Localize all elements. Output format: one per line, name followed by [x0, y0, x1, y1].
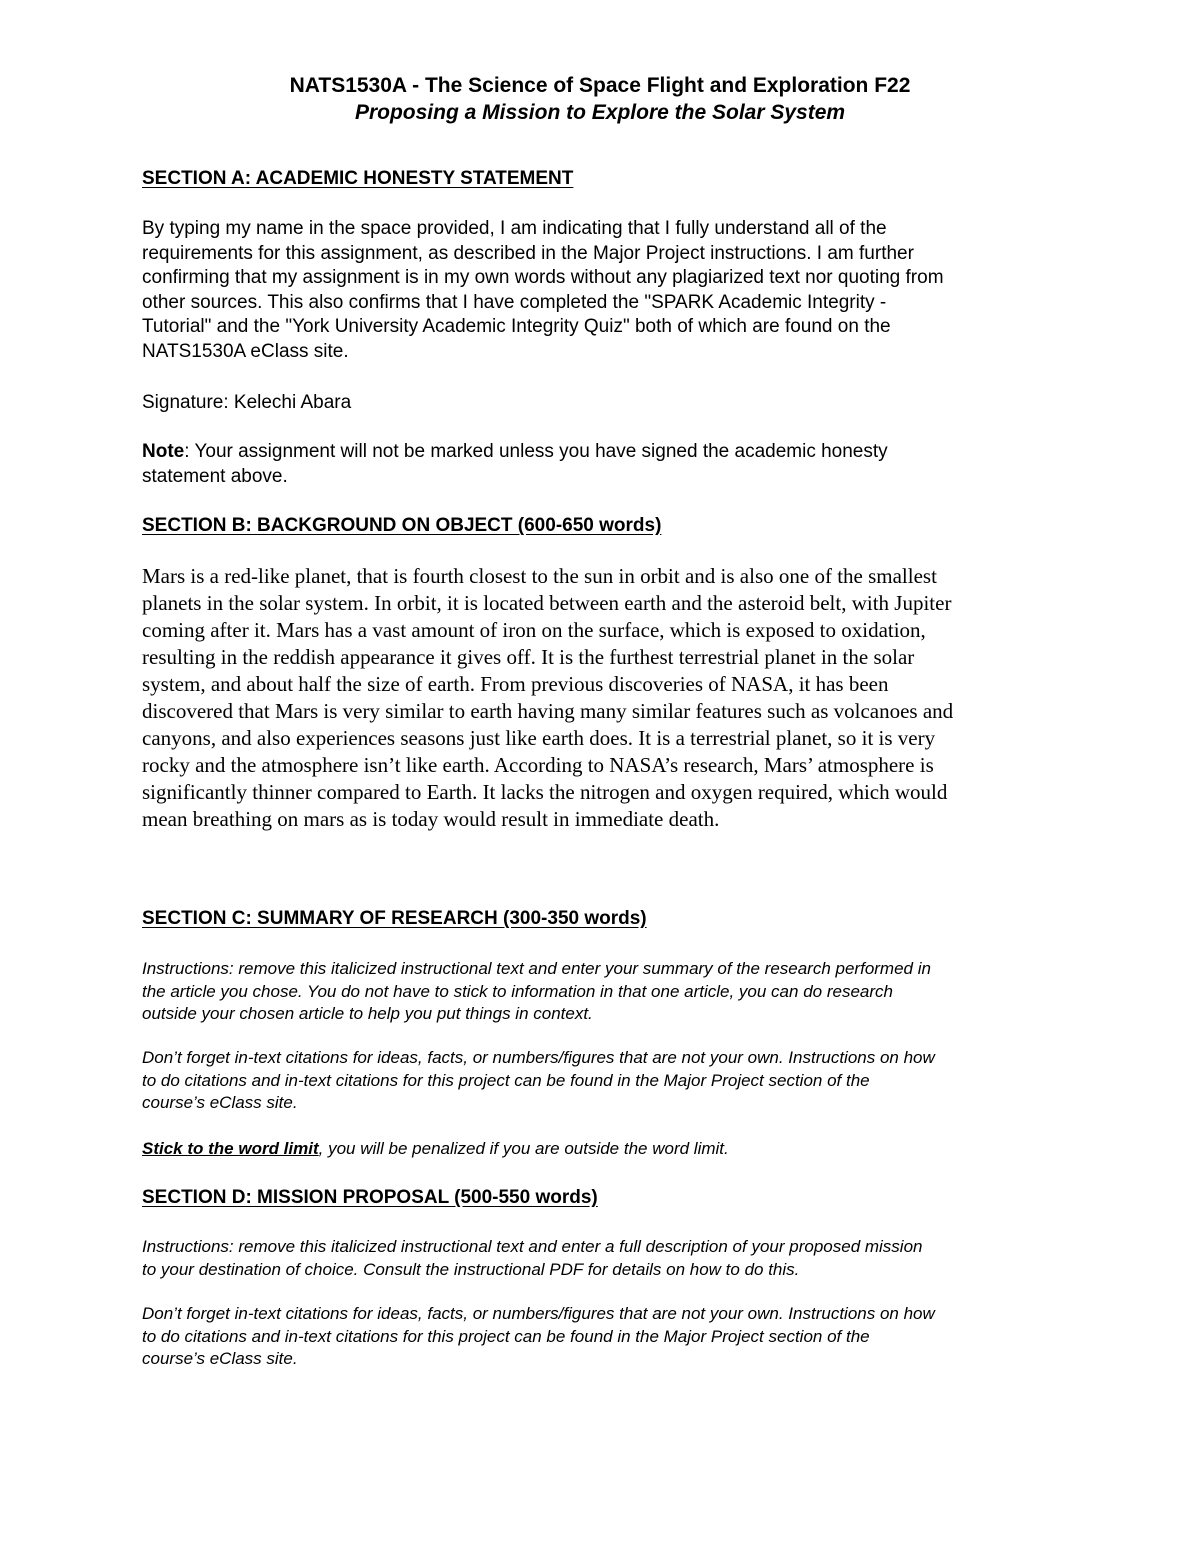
paragraph-line: resulting in the reddish appearance it gives off. It is the furthest terrestrial planet in the solar [142, 645, 915, 669]
course-title: NATS1530A - The Science of Space Flight and Exploration F22 [289, 74, 911, 97]
instruction-line: outside your chosen article to help you put things in context. [142, 1004, 593, 1024]
paragraph-line: mean breathing on mars as is today would result in immediate death. [142, 807, 720, 831]
citation-line: course’s eClass site. [142, 1093, 298, 1113]
section-a-heading: SECTION A: ACADEMIC HONESTY STATEMENT [142, 168, 574, 189]
statement-line: confirming that my assignment is in my own words without any plagiarized text nor quoting from [142, 267, 944, 289]
paragraph-line: significantly thinner compared to Earth. It lacks the nitrogen and oxygen required, which would [142, 780, 948, 804]
citation-line: Don’t forget in-text citations for ideas, facts, or numbers/figures that are not your own. Instructions on how [142, 1304, 935, 1323]
instruction-line: Instructions: remove this italicized instructional text and enter your summary of the research performed in [142, 959, 931, 978]
signature-label: Signature: [142, 392, 229, 413]
paragraph-line: discovered that Mars is very similar to earth having many similar features such as volcanoes and [142, 699, 954, 723]
citation-line: to do citations and in-text citations for this project can be found in the Major Project section of the [142, 1070, 870, 1090]
statement-line: other sources. This also confirms that I have completed the "SPARK Academic Integrity - [142, 291, 887, 313]
section-d-heading: SECTION D: MISSION PROPOSAL (500-550 words) [142, 1187, 598, 1208]
word-limit-note [142, 1138, 1067, 1161]
instruction-line: the article you chose. You do not have to stick to information in that one article, you can do research [142, 981, 893, 1001]
citation-line: to do citations and in-text citations for this project can be found in the Major Project section of the [142, 1326, 870, 1346]
mission-citation-note [142, 1303, 1067, 1371]
note-label: Note [142, 441, 185, 462]
statement-line: By typing my name in the space provided, I am indicating that I fully understand all of the [142, 218, 887, 239]
note-text-continued: statement above. [142, 465, 288, 487]
instruction-line: Instructions: remove this italicized instructional text and enter a full description of your proposed mission [142, 1237, 923, 1256]
assignment-title: Proposing a Mission to Explore the Solar System [354, 101, 846, 124]
paragraph-line: rocky and the atmosphere isn’t like earth. According to NASA’s research, Mars’ atmosphere is [142, 753, 934, 777]
instruction-line: to your destination of choice. Consult the instructional PDF for details on how to do this. [142, 1259, 800, 1279]
honesty-statement [142, 217, 1072, 365]
research-instructions [142, 958, 1067, 1026]
statement-line: Tutorial" and the "York University Academic Integrity Quiz" both of which are found on the [142, 316, 891, 338]
citation-line: course’s eClass site. [142, 1349, 298, 1369]
research-citation-note [142, 1047, 1067, 1115]
section-b-heading: SECTION B: BACKGROUND ON OBJECT (600-650 words) [142, 515, 662, 536]
citation-line: Don’t forget in-text citations for ideas, facts, or numbers/figures that are not your own. Instructions on how [142, 1048, 935, 1067]
paragraph-line: planets in the solar system. In orbit, it is located between earth and the asteroid belt, with Jupiter [142, 591, 952, 615]
paragraph-line: system, and about half the size of earth. From previous discoveries of NASA, it has been [142, 672, 889, 696]
document-title [0, 72, 1200, 126]
signature-line [142, 391, 1072, 416]
honesty-note [142, 440, 1072, 489]
paragraph-line: canyons, and also experiences seasons just like earth does. It is a terrestrial planet, so it is very [142, 726, 936, 750]
mission-instructions [142, 1236, 1067, 1281]
word-limit-emphasis: Stick to the word limit [142, 1139, 319, 1158]
statement-line: NATS1530A eClass site. [142, 340, 349, 362]
paragraph-line: coming after it. Mars has a vast amount of iron on the surface, which is exposed to oxidation, [142, 618, 926, 642]
background-paragraph [142, 563, 1062, 833]
section-c-heading: SECTION C: SUMMARY OF RESEARCH (300-350 words) [142, 908, 647, 929]
paragraph-line: Mars is a red-like planet, that is fourth closest to the sun in orbit and is also one of the smallest [142, 564, 937, 588]
statement-line: requirements for this assignment, as described in the Major Project instructions. I am further [142, 242, 914, 264]
word-limit-text: , you will be penalized if you are outside the word limit. [318, 1139, 729, 1158]
signature-name: Kelechi Abara [233, 392, 352, 413]
note-text: : Your assignment will not be marked unless you have signed the academic honesty [184, 441, 888, 462]
